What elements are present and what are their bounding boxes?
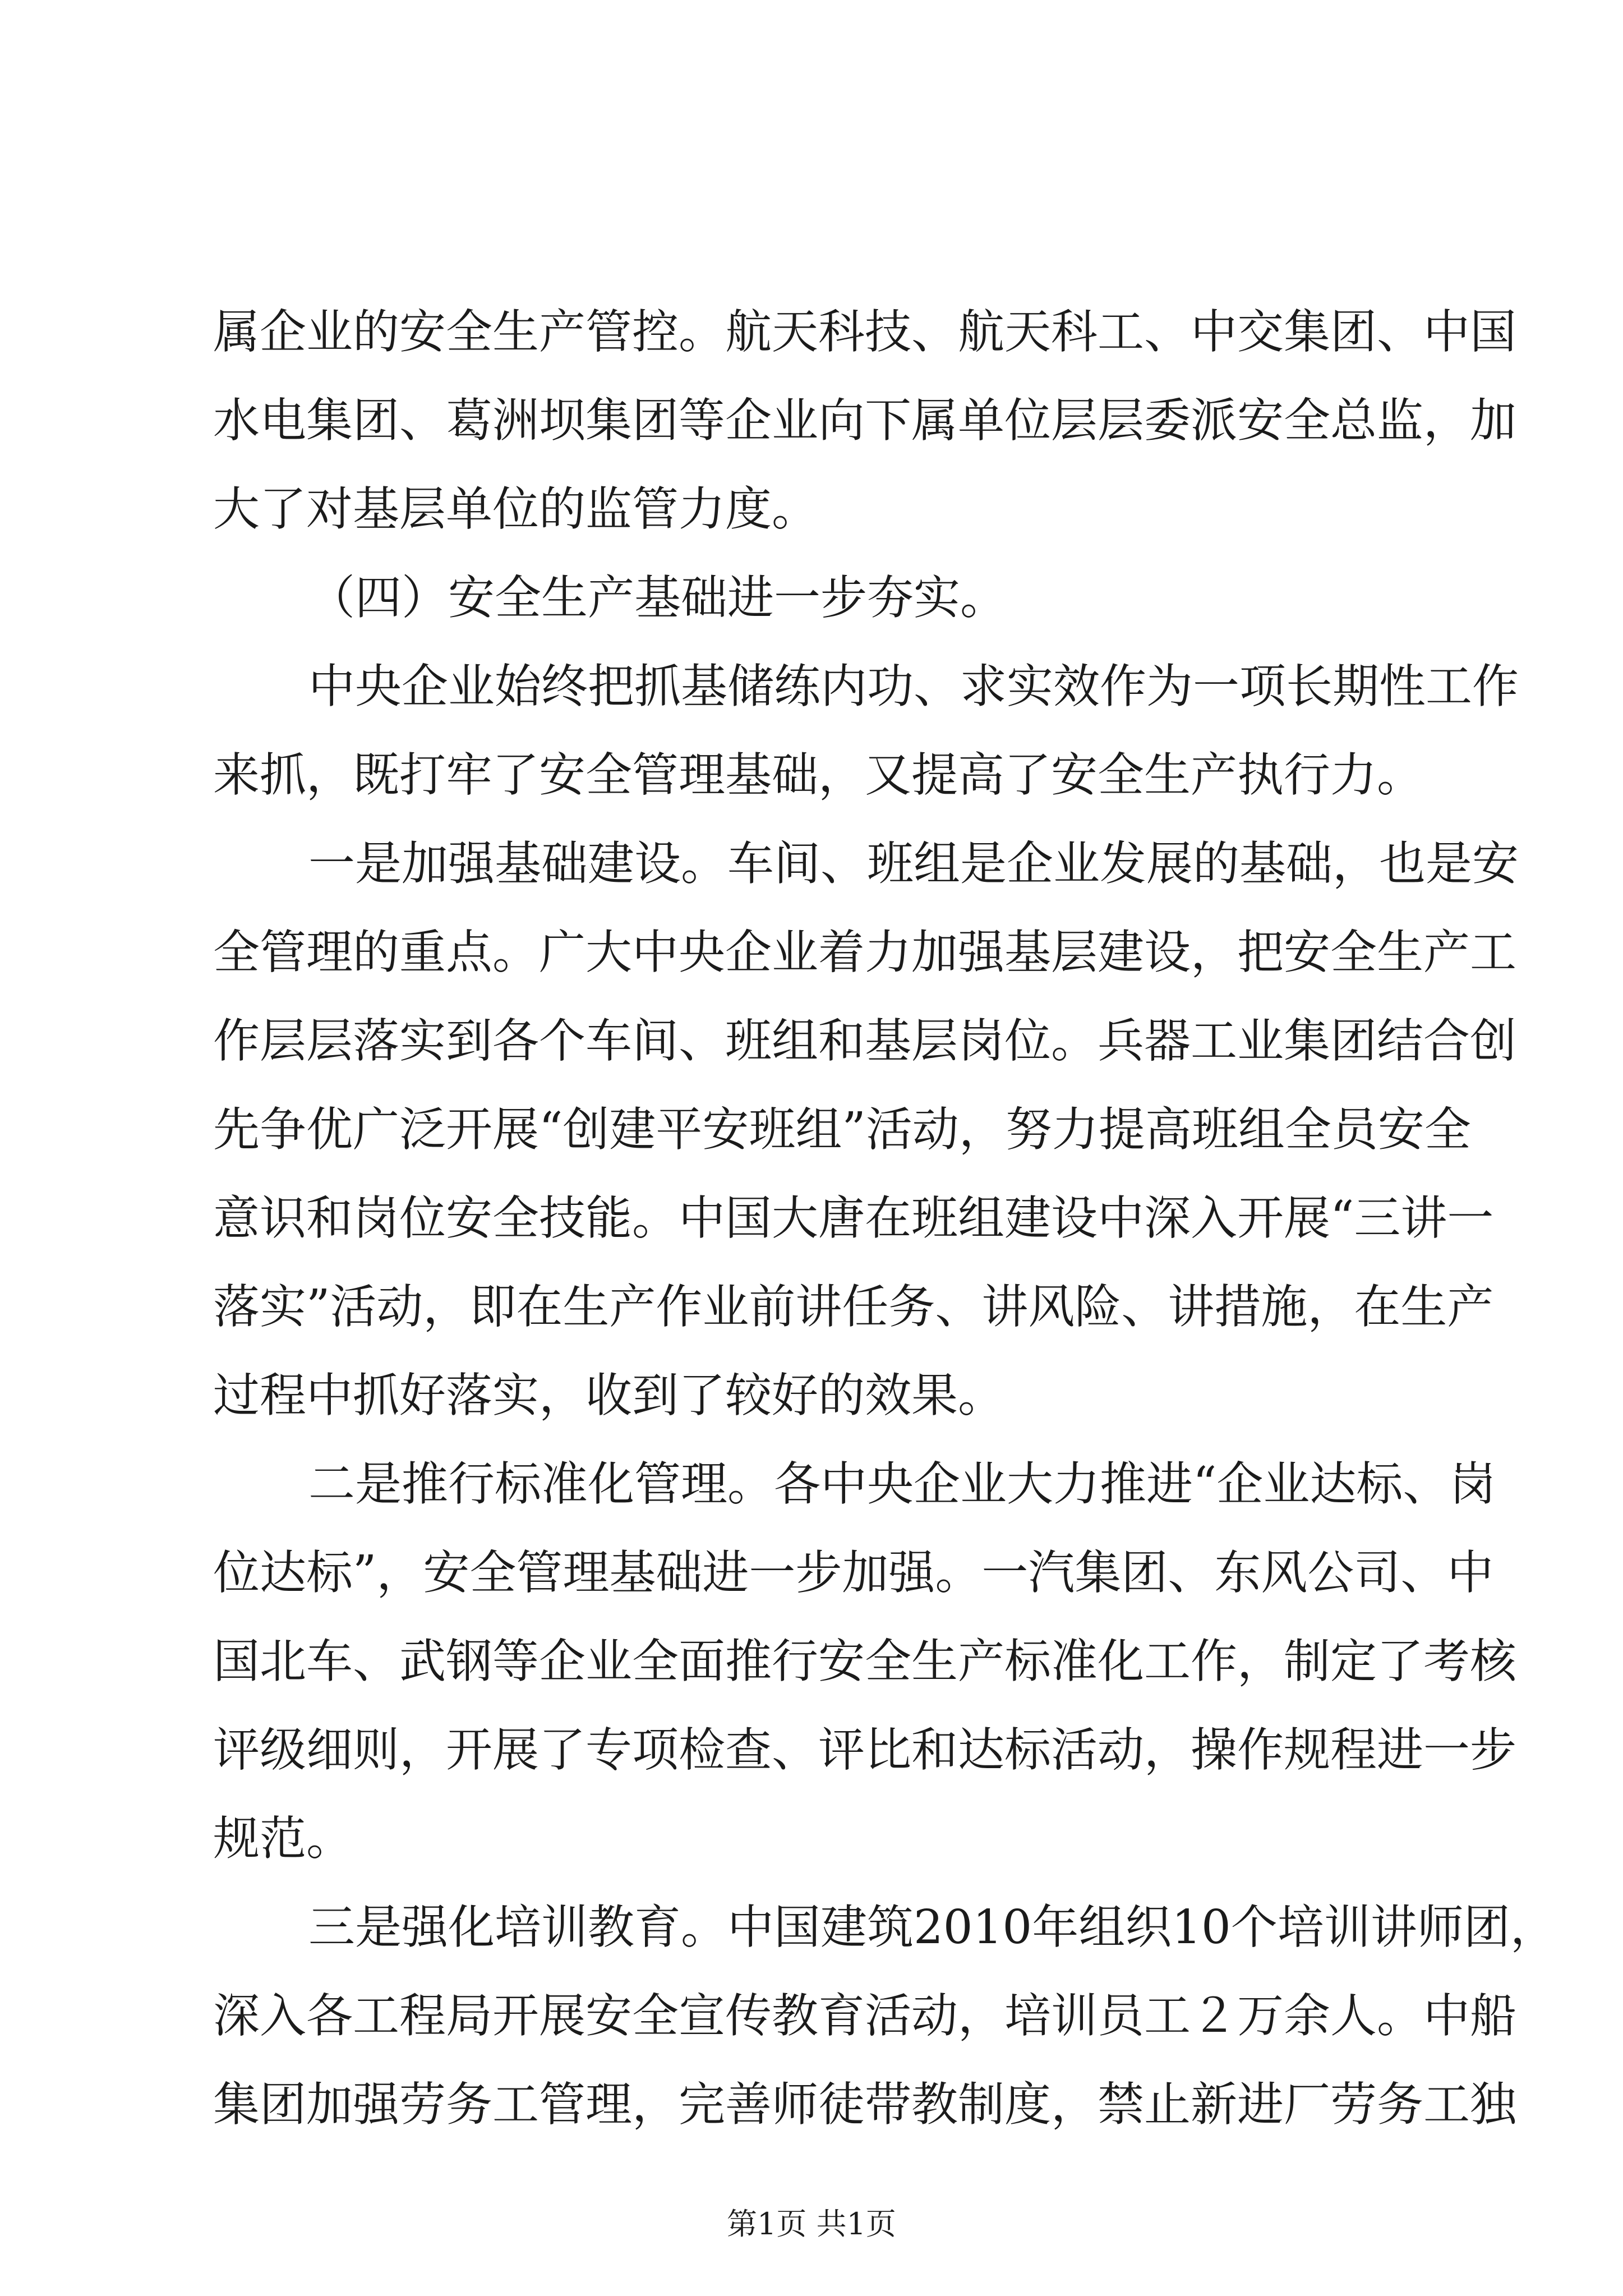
- text-line: 三是强化培训教育。中国建筑2010年组织10个培训讲师团，: [308, 1900, 1557, 1954]
- text-line: 一是加强基础建设。车间、班组是企业发展的基础，也是安: [308, 836, 1519, 891]
- text-line: 落实”活动，即在生产作业前讲任务、讲风险、讲措施，在生产: [213, 1280, 1494, 1334]
- text-line: 水电集团、葛洲坝集团等企业向下属单位层层委派安全总监，加: [213, 393, 1516, 448]
- text-line: 二是推行标准化管理。各中央企业大力推进“企业达标、岗: [308, 1457, 1496, 1511]
- text-line: 作层层落实到各个车间、班组和基层岗位。兵器工业集团结合创: [213, 1014, 1516, 1068]
- text-line: 国北车、武钢等企业全面推行安全生产标准化工作，制定了考核: [213, 1634, 1516, 1688]
- text-line: 来抓，既打牢了安全管理基础，又提高了安全生产执行力。: [213, 748, 1423, 802]
- text-line: 集团加强劳务工管理，完善师徒带教制度，禁止新进厂劳务工独: [213, 2077, 1516, 2132]
- text-line: 深入各工程局开展安全宣传教育活动，培训员工２万余人。中船: [213, 1989, 1516, 2043]
- text-line: 全管理的重点。广大中央企业着力加强基层建设，把安全生产工: [213, 925, 1516, 979]
- text-line: 过程中抓好落实，收到了较好的效果。: [213, 1368, 1004, 1423]
- section-heading: （四）安全生产基础进一步夯实。: [308, 570, 1007, 625]
- text-line: 中央企业始终把抓基储练内功、求实效作为一项长期性工作: [308, 659, 1519, 714]
- text-line: 位达标”，安全管理基础进一步加强。一汽集团、东风公司、中: [213, 1545, 1494, 1600]
- text-line: 评级细则，开展了专项检查、评比和达标活动，操作规程进一步: [213, 1723, 1516, 1777]
- text-line: 意识和岗位安全技能。中国大唐在班组建设中深入开展“三讲一: [213, 1191, 1494, 1245]
- text-line: 属企业的安全生产管控。航天科技、航天科工、中交集团、中国: [213, 305, 1516, 359]
- page-footer: 第1页 共1页: [727, 2206, 896, 2242]
- text-line: 大了对基层单位的监管力度。: [213, 482, 818, 536]
- text-line: 先争优广泛开展“创建平安班组”活动，努力提高班组全员安全: [213, 1102, 1471, 1157]
- text-line: 规范。: [213, 1811, 353, 1866]
